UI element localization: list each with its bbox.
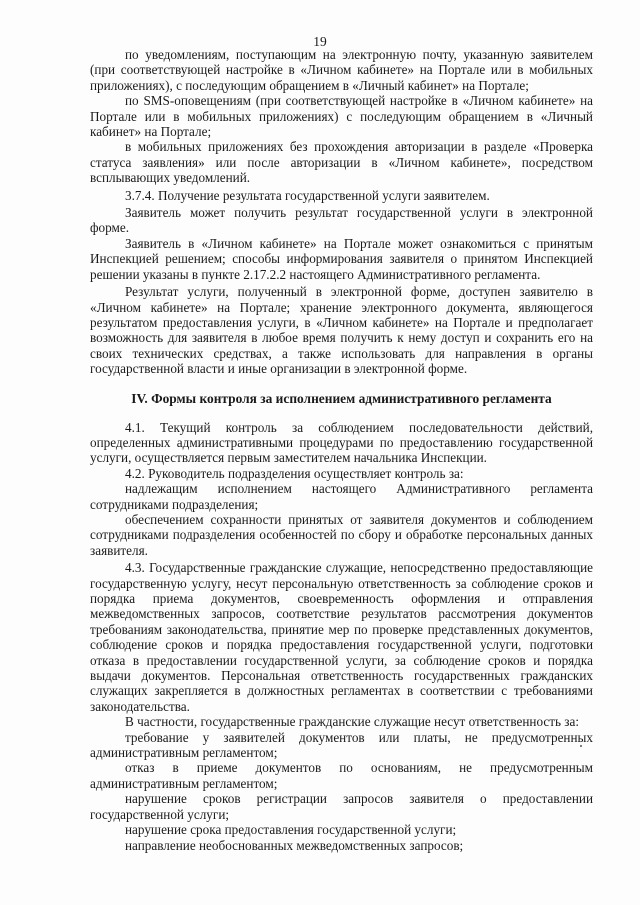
paragraph: требование у заявителей документов или платы, не предусмотренных административным регламентом; [90,729,593,761]
paragraph: нарушение сроков регистрации запросов заявителя о предоставлении государственной услуги; [90,791,593,822]
paragraph: по уведомлениям, поступающим на электронную почту, указанную заявителем (при соответствующей настройке в «Личном кабинете» на Портале или в мобильных приложениях), с последующим обращением в «Личный кабинет» на Портале; [90,47,593,93]
paragraph: обеспечением сохранности принятых от заявителя документов и соблюдением сотрудниками подразделения особенностей по сбору и обработке персональных данных заявителя. [90,511,593,558]
paragraph: Заявитель может получить результат государственной услуги в электронной форме. [90,205,593,236]
paragraph: отказ в приеме документов по основаниям, не предусмотренным административным регламентом; [90,760,593,791]
paragraph: по SMS-оповещениям (при соответствующей настройке в «Личном кабинете» на Портале или в мобильных приложениях) с последующим обращением в «Личный кабинет» на Портале; [90,93,593,140]
page-number: 19 [313,34,327,49]
paragraph: 4.2. Руководитель подразделения осуществляет контроль за: [125,465,464,481]
paragraph: 4.1. Текущий контроль за соблюдением последовательности действий, определенных административными процедурами по предоставлению государственной услуги, осуществляется первым заместителем начальника Инспекции. [90,419,593,466]
scan-speck [580,745,582,747]
document-body [90,47,593,853]
paragraph: Результат услуги, полученный в электронной форме, доступен заявителю в «Личном кабинете» на Портале; хранение электронного документа, являющегося результатом предоставления услуги, в «Личном кабинете» на Портале и предполагает возможность для заявителя в любое время получить к нему доступ и сохранить его на своих технических средствах, а также использовать для направления в органы государственной власти и иные организации в электронной форме. [90,284,593,377]
paragraph: В частности, государственные гражданские служащие несут ответственность за: [125,714,580,730]
paragraph: надлежащим исполнением настоящего Административного регламента сотрудниками подразделения; [90,481,593,512]
section-heading: IV. Формы контроля за исполнением административного регламента [131,390,552,406]
paragraph: в мобильных приложениях без прохождения авторизации в разделе «Проверка статуса заявления» или после авторизации в «Личном кабинете», посредством всплывающих уведомлений. [90,139,593,186]
paragraph: нарушение срока предоставления государственной услуги; [125,822,457,838]
paragraph: 3.7.4. Получение результата государственной услуги заявителем. [125,187,490,203]
paragraph: Заявитель в «Личном кабинете» на Портале может ознакомиться с принятым Инспекцией решением; способы информирования заявителя о принятом Инспекцией решении указаны в пункте 2.17.2.2 настоящего Административного регламента. [90,235,593,282]
paragraph: 4.3. Государственные гражданские служащие, непосредственно предоставляющие государственную услугу, несут персональную ответственность за соблюдение сроков и порядка приема документов, своевременность оформления и отправления межведомственных запросов, соответствие результатов рассмотрения документов требованиям законодательства, принятие мер по проверке представленных документов, соблюдение сроков и порядка предоставления государственной услуги, подготовки отказа в предоставлении государственной услуги, за соблюдение сроков и порядка выдачи документов. Персональная ответственность государственных гражданских служащих закрепляется в должностных регламентах в соответствии с требованиями законодательства. [90,560,593,714]
paragraph: направление необоснованных межведомственных запросов; [125,837,464,853]
